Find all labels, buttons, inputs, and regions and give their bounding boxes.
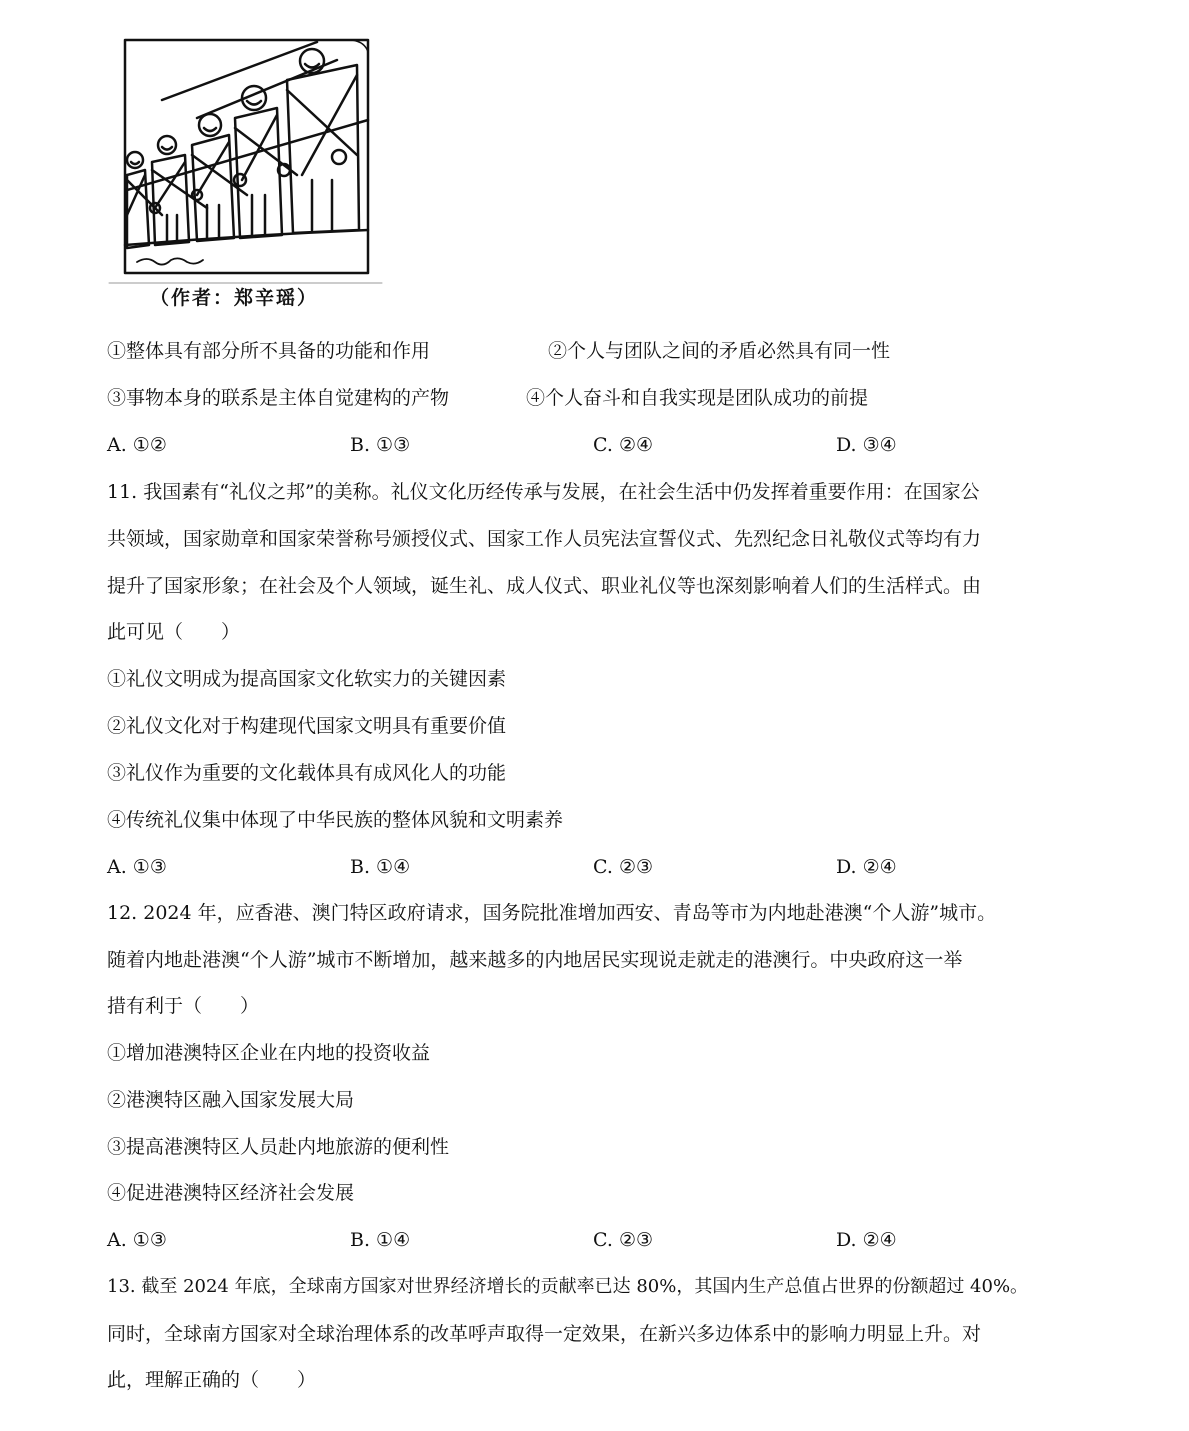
q13-stem-line: 13. 截至 2024 年底，全球南方国家对世界经济增长的贡献率已达 80%，其国内生产总值占世界的份额超过 40%。	[107, 1276, 1029, 1297]
q12-choice-a[interactable]: A. ①③	[107, 1229, 167, 1251]
figure-body	[152, 155, 189, 245]
q11-stem-line: 11. 我国素有“礼仪之邦”的美称。礼仪文化历经传承与发展，在社会生活中仍发挥着重要作用：在国家公	[107, 481, 980, 503]
q12-statement-2: ②港澳特区融入国家发展大局	[107, 1089, 355, 1111]
figure-head	[158, 136, 176, 154]
q12-stem-line: 随着内地赴港澳“个人游”城市不断增加，越来越多的内地居民实现说走就走的港澳行。中央政府这一举	[107, 949, 963, 971]
q12-choice-c[interactable]: C. ②③	[593, 1229, 654, 1251]
q11-choice-b[interactable]: B. ①④	[350, 856, 411, 878]
figure-head	[199, 114, 221, 136]
figure-caption: （作者：郑辛瑶）	[150, 287, 319, 309]
q12-statement-3: ③提高港澳特区人员赴内地旅游的便利性	[107, 1136, 450, 1158]
q12-statement-4: ④促进港澳特区经济社会发展	[107, 1182, 355, 1204]
q11-statement-4: ④传统礼仪集中体现了中华民族的整体风貌和文明素养	[107, 809, 564, 831]
q11-choice-a[interactable]: A. ①③	[107, 856, 167, 878]
figure-body	[192, 135, 234, 241]
q11-statement-3: ③礼仪作为重要的文化载体具有成风化人的功能	[107, 762, 507, 784]
q12-stem-line: 措有利于（ ）	[107, 995, 260, 1017]
q10-statement-3: ③事物本身的联系是主体自觉建构的产物	[107, 387, 450, 409]
q11-choice-d[interactable]: D. ②④	[836, 856, 897, 878]
q12-statement-1: ①增加港澳特区企业在内地的投资收益	[107, 1042, 431, 1064]
q11-choice-c[interactable]: C. ②③	[593, 856, 654, 878]
q11-stem-line: 共领域，国家勋章和国家荣誉称号颁授仪式、国家工作人员宪法宣誓仪式、先烈纪念日礼敬仪式等均有力	[107, 528, 982, 550]
q10-choice-d[interactable]: D. ③④	[836, 434, 897, 456]
q10-choice-b[interactable]: B. ①③	[350, 434, 411, 456]
figure-head	[127, 152, 143, 168]
cartoon-illustration	[107, 30, 387, 285]
q11-statement-2: ②礼仪文化对于构建现代国家文明具有重要价值	[107, 715, 507, 737]
figure-body	[235, 108, 282, 238]
joined-hands	[234, 174, 246, 186]
joined-hands	[332, 150, 346, 164]
q12-choice-d[interactable]: D. ②④	[836, 1229, 897, 1251]
q10-statement-1: ①整体具有部分所不具备的功能和作用	[107, 340, 431, 362]
q10-statement-2: ②个人与团队之间的矛盾必然具有同一性	[548, 340, 891, 362]
artist-signature	[137, 258, 203, 264]
q13-stem-line: 此，理解正确的（ ）	[107, 1369, 317, 1391]
q10-statement-4: ④个人奋斗和自我实现是团队成功的前提	[526, 387, 869, 409]
sky-line	[162, 42, 317, 100]
q13-stem-line: 同时，全球南方国家对全球治理体系的改革呼声取得一定效果，在新兴多边体系中的影响力明显上升。对	[107, 1323, 982, 1345]
q12-stem-line: 12. 2024 年，应香港、澳门特区政府请求，国务院批准增加西安、青岛等市为内地赴港澳“个人游”城市。	[107, 902, 997, 924]
q10-choice-a[interactable]: A. ①②	[107, 434, 167, 456]
q11-stem-line: 此可见（ ）	[107, 621, 241, 643]
q11-stem-line: 提升了国家形象；在社会及个人领域，诞生礼、成人仪式、职业礼仪等也深刻影响着人们的生活样式。由	[107, 575, 982, 597]
q12-choice-b[interactable]: B. ①④	[350, 1229, 411, 1251]
q10-choice-c[interactable]: C. ②④	[593, 434, 654, 456]
q11-statement-1: ①礼仪文明成为提高国家文化软实力的关键因素	[107, 668, 507, 690]
